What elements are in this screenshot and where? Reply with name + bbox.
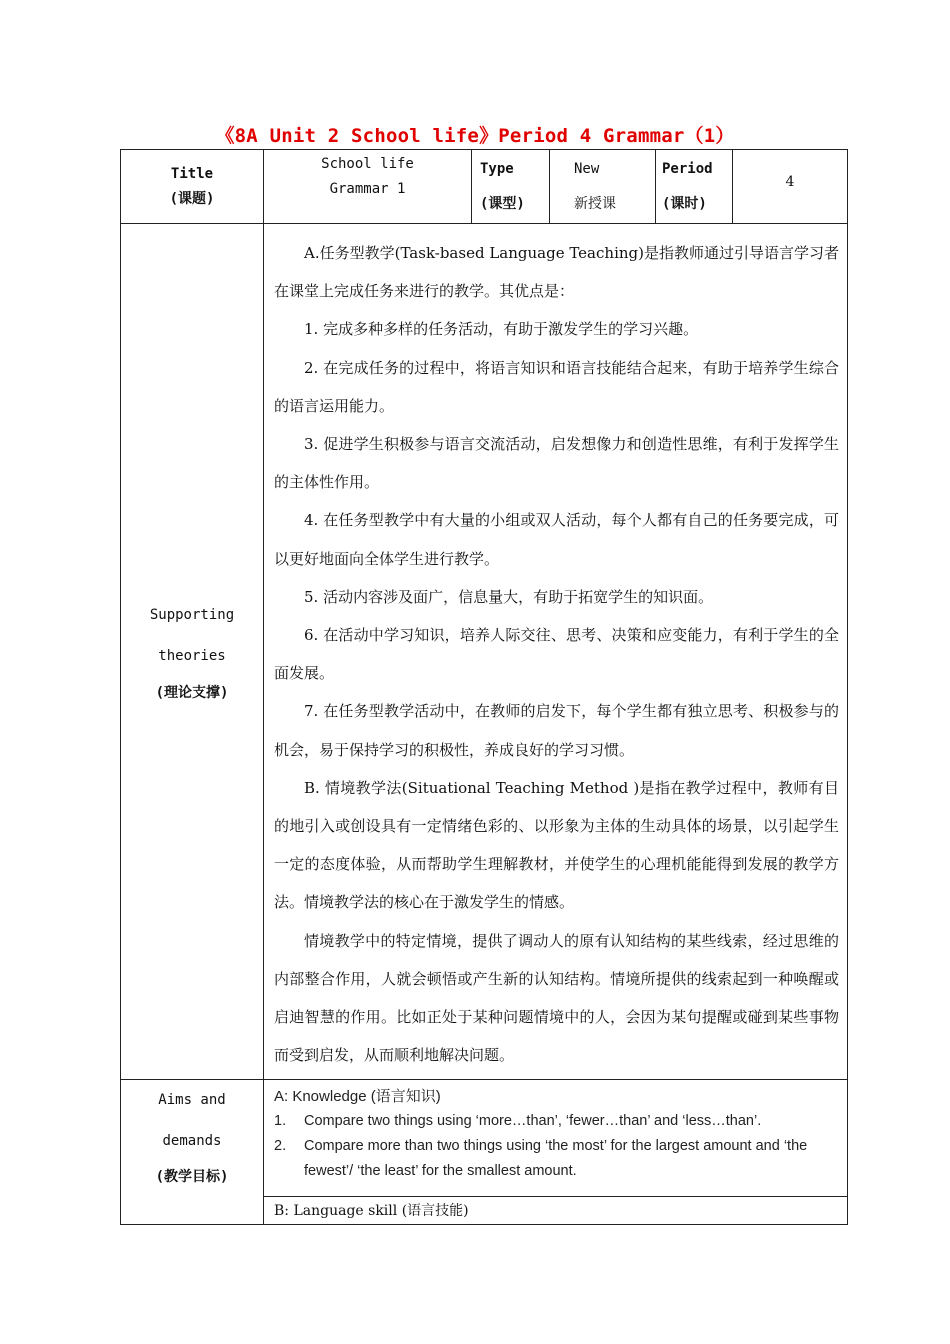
title-value-cell	[264, 150, 472, 224]
period-label-en: Period	[662, 160, 713, 177]
theory-paragraph: 情境教学中的特定情境，提供了调动人的原有认知结构的某些线索，经过思维的内部整合作用，人就会顿悟或产生新的认知结构。情境所提供的线索起到一种唤醒或启迪智慧的作用。比如正处于某种问题情境中的人，会因为某句提醒或碰到某些事物而受到启发，从而顺利地解决问题。	[274, 931, 839, 1065]
theory-paragraph: 6. 在活动中学习知识，培养人际交往、思考、决策和应变能力，有利于学生的全面发展。	[274, 626, 839, 683]
document-title: 《8A Unit 2 School life》Period 4 Grammar（1）	[215, 125, 735, 147]
type-label-cell	[472, 150, 550, 224]
skill-heading: B: Language skill (语言技能)	[274, 1202, 469, 1219]
title-value-line1: School life	[321, 156, 414, 172]
period-value-cell	[733, 150, 848, 224]
type-value-en: New	[574, 160, 600, 177]
list-item-number: 2.	[274, 1138, 287, 1154]
aims-label-line2: demands	[162, 1133, 222, 1149]
theory-paragraph: A.任务型教学(Task-based Language Teaching)是指教师通过引导语言学习者在课堂上完成任务来进行的教学。其优点是：	[274, 244, 839, 301]
title-label-cell	[121, 150, 264, 224]
aims-row	[121, 1080, 848, 1197]
skill-cell	[264, 1197, 848, 1225]
aims-label-line1: Aims and	[158, 1092, 226, 1108]
title-label-cn: (课题)	[169, 190, 215, 207]
type-label-en: Type	[480, 160, 514, 177]
title-label-en: Title	[170, 165, 214, 182]
list-item-number: 1.	[274, 1113, 287, 1129]
knowledge-block	[264, 1080, 847, 1190]
theory-paragraph: 1. 完成多种多样的任务活动，有助于激发学生的学习兴趣。	[304, 320, 699, 339]
header-row	[121, 150, 848, 224]
lesson-plan-table	[120, 149, 848, 1225]
knowledge-heading: A: Knowledge (语言知识)	[274, 1088, 441, 1105]
theory-paragraph: B. 情境教学法(Situational Teaching Method )是指在教学过程中，教师有目的地引入或创设具有一定情绪色彩的、以形象为主体的生动具体的场景，以引起学生一定的态度体验，从而帮助学生理解教材，并使学生的心理机能能得到发展的教学方法。情境教学法的核心在于激发学生的情感。	[274, 778, 839, 912]
type-label-cn: (课型)	[480, 195, 525, 212]
list-item	[274, 1109, 839, 1134]
theory-paragraph: 5. 活动内容涉及面广，信息量大，有助于拓宽学生的知识面。	[304, 587, 714, 606]
title-value-line2: Grammar 1	[329, 181, 406, 197]
knowledge-cell	[264, 1080, 848, 1197]
type-value-cell	[550, 150, 656, 224]
theories-label-line3: (理论支撑)	[155, 684, 229, 701]
theory-paragraph: 7. 在任务型教学活动中，在教师的启发下，每个学生都有独立思考、积极参与的机会，易于保持学习的积极性，养成良好的学习习惯。	[274, 702, 839, 759]
list-item-text: Compare two things using ‘more…than’, ‘fewer…than’ and ‘less…than’.	[304, 1113, 762, 1129]
period-label-cell	[656, 150, 733, 224]
period-value: 4	[785, 174, 795, 190]
theory-paragraph: 2. 在完成任务的过程中，将语言知识和语言技能结合起来，有助于培养学生综合的语言运用能力。	[274, 358, 839, 415]
knowledge-list	[274, 1109, 839, 1184]
list-item-text: Compare more than two things using ‘the most’ for the largest amount and ‘the fewest’/ ‘the least’ for the smallest amount.	[304, 1138, 808, 1179]
list-item	[274, 1134, 839, 1184]
aims-label-line3: (教学目标)	[155, 1169, 229, 1185]
period-label-cn: (课时)	[662, 195, 707, 212]
theories-label-line1: Supporting	[149, 606, 235, 623]
theories-label-cell	[121, 224, 264, 1080]
aims-label-cell	[121, 1080, 264, 1225]
theory-paragraph: 3. 促进学生积极参与语言交流活动，启发想像力和创造性思维，有利于发挥学生的主体性作用。	[274, 435, 839, 492]
theories-row	[121, 224, 848, 1080]
type-value-cn: 新授课	[574, 195, 616, 212]
theories-label-line2: theories	[158, 647, 226, 664]
theory-paragraph: 4. 在任务型教学中有大量的小组或双人活动，每个人都有自己的任务要完成，可以更好地面向全体学生进行教学。	[274, 511, 839, 568]
theories-content	[264, 224, 848, 1080]
